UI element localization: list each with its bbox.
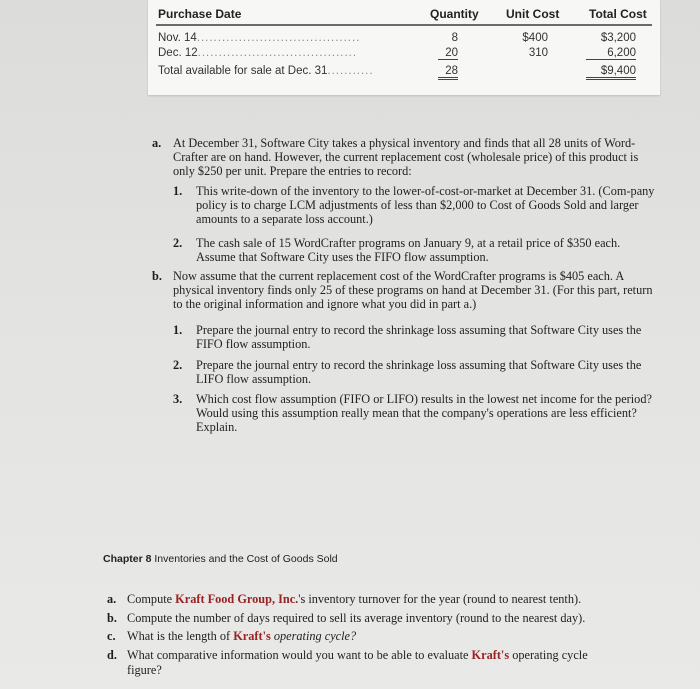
chapter-title: Inventories and the Cost of Goods Sold [154, 553, 338, 565]
question-d-text-end: operating cycle figure? [127, 648, 588, 677]
row-date: Nov. 14 [158, 32, 197, 44]
part-b-item-1-number: 1. [173, 323, 183, 337]
row-total: 6,200 [586, 47, 636, 60]
part-a-item-2-number: 2. [173, 236, 183, 250]
question-c-text-end: operating cycle? [270, 629, 357, 643]
row-total: $3,200 [600, 32, 636, 44]
part-a-text: At December 31, Software City takes a physical inventory and finds that all 28 units of Word-Crafter are on hand. However, the current replacement cost (wholesale price) of this product is only $250 per unit. Prepare the entries to record: [173, 136, 639, 179]
leader-dots: ....................................... [196, 32, 361, 44]
row-unit: $400 [522, 32, 548, 44]
part-b-text: Now assume that the current replacement cost of the WordCrafter programs is $405 each. A physical inventory finds only 25 of these programs on hand at December 31. (For this part, return to the original information and ignore what you did in part a.) [173, 269, 653, 312]
question-a-text: Compute [127, 592, 176, 606]
table-total-row [158, 65, 374, 79]
header-rule [156, 24, 652, 26]
table-row [158, 32, 360, 46]
row-qty: 8 [451, 32, 458, 44]
part-b-item-1-text: Prepare the journal entry to record the shrinkage loss assuming that Software City uses the FIFO flow assumption. [196, 323, 642, 352]
part-a-item-1-number: 1. [173, 184, 183, 198]
purchase-table [148, 0, 660, 95]
question-a-label: a. [107, 592, 117, 606]
question-a [127, 592, 667, 607]
question-c-text: What is the length of [127, 629, 234, 643]
row-unit: 310 [528, 47, 548, 59]
question-d-text: What comparative information would you want to be able to evaluate [127, 648, 472, 662]
row-qty: 20 [438, 47, 458, 60]
header-unit-cost: Unit Cost [506, 7, 560, 21]
part-b-label: b. [152, 269, 162, 283]
part-a-item-1-text: This write-down of the inventory to the lower-of-cost-or-market at December 31. (Com-pany policy is to charge LCM adjustments of less than $2,000 to Cost of Goods Sold and larger amounts to a separate loss account.) [196, 184, 655, 227]
question-b-text: Compute the number of days required to sell its average inventory (round to the nearest day). [127, 611, 586, 625]
chapter-number: Chapter 8 [103, 553, 152, 565]
company-name: Kraft Food Group, Inc. [175, 592, 299, 606]
header-quantity: Quantity [430, 7, 479, 21]
part-b-item-2-text: Prepare the journal entry to record the shrinkage loss assuming that Software City uses the LIFO flow assumption. [196, 358, 642, 387]
question-a-text-end: 's inventory turnover for the year (round to nearest tenth). [298, 592, 582, 606]
part-a-item-2-text: The cash sale of 15 WordCrafter programs on January 9, at a retail price of $350 each. Assume that Software City uses the FIFO flow assumption. [196, 236, 621, 265]
part-b-item-3-number: 3. [173, 392, 183, 406]
total-cost: $9,400 [586, 65, 636, 80]
question-d [127, 648, 617, 677]
part-a-label: a. [152, 136, 162, 150]
header-total-cost: Total Cost [589, 7, 647, 21]
company-name: Kraft's [233, 629, 271, 643]
question-c [127, 629, 667, 644]
leader-dots: ........... [327, 65, 374, 77]
total-qty: 28 [438, 65, 458, 80]
question-d-label: d. [107, 648, 117, 662]
question-c-label: c. [107, 629, 116, 643]
leader-dots: ...................................... [197, 47, 358, 59]
part-b-item-3-text: Which cost flow assumption (FIFO or LIFO) results in the lowest net income for the period? Would using this assumption really mean that the company's operations are less efficient? Explain. [196, 392, 652, 435]
part-b-item-2-number: 2. [173, 358, 183, 372]
header-purchase-date: Purchase Date [158, 7, 242, 21]
row-date: Dec. 12 [158, 47, 198, 59]
company-name: Kraft's [471, 648, 510, 662]
question-b [127, 611, 667, 626]
table-row [158, 47, 357, 61]
total-label: Total available for sale at Dec. 31 [158, 65, 328, 77]
question-b-label: b. [107, 611, 117, 625]
chapter-footer [103, 553, 338, 565]
